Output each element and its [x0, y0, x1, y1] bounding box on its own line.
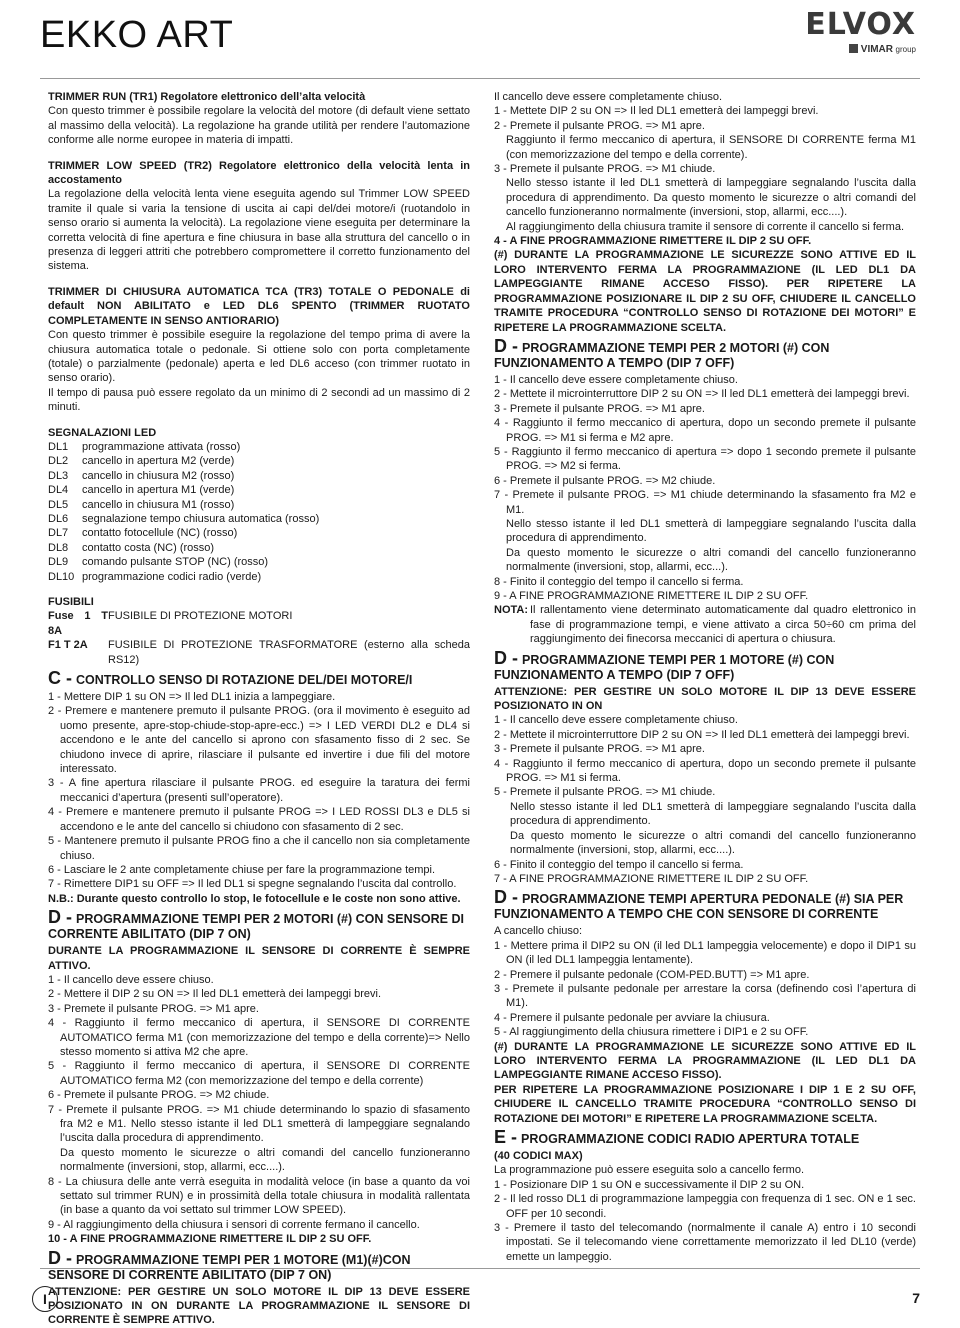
- cont-detail: Nello stesso istante il led DL1 smetterà di lampeggiare segnalando l’uscita dalla procedura di apprendimento. Da questo momento le sicurezze o altri comandi del cancello funzioneranno normalmente (inversioni, stop, allarmi, ecc....).: [506, 177, 916, 219]
- led-row: DL9 comando pulsante STOP (NC) (rosso): [48, 556, 269, 569]
- trimmer-tca-title: TRIMMER DI CHIUSURA AUTOMATICA TCA (TR3) TOTALE O PEDONALE di default NON ABILITATO e LED DL6 SPENTO (TRIMMER RUOTATO COMPLETAMENTE IN SENSO ANTIORARIO): [48, 285, 470, 327]
- list-item: 4 - Premere e mantenere premuto il pulsante PROG => I LED ROSSI DL3 e DL5 si accendono e le ante del cancello si chiudono con sfasamento di 2 sec.: [48, 806, 470, 833]
- section-e-sub: (40 CODICI MAX): [494, 1150, 583, 1162]
- section-d5-warning: (#) DURANTE LA PROGRAMMAZIONE LE SICUREZZE SONO ATTIVE ED IL LORO INTERVENTO FERMA LA PROGRAMMAZIONE (IL LED DL1 DA LAMPEGGIANTE RIMANE ACCESO FISSO).: [494, 1040, 916, 1082]
- list-item: 2 - Mettete il microinterruttore DIP 2 su ON => Il led DL1 emetterà dei lampeggi brevi.: [494, 388, 910, 401]
- led-row: DL5 cancello in chiusura M1 (rosso): [48, 498, 235, 511]
- fuses-title: FUSIBILI: [48, 596, 94, 608]
- vimar-square-icon: [849, 44, 858, 53]
- section-e-intro: La programmazione può essere eseguita solo a cancello fermo.: [494, 1164, 805, 1177]
- list-item: 4 - A FINE PROGRAMMAZIONE RIMETTERE IL DIP 2 SU OFF.: [494, 235, 812, 248]
- section-d1-title: D - PROGRAMMAZIONE TEMPI PER 2 MOTORI (#) CON SENSORE DI CORRENTE ABILITATO (DIP 7 ON): [48, 907, 464, 942]
- list-item: 2 - Mettete il microinterruttore DIP 2 su ON => Il led DL1 emetterà dei lampeggi brevi.: [494, 728, 910, 741]
- list-item: 1 - Mettete DIP 2 su ON => Il led DL1 emetterà dei lampeggi brevi.: [494, 105, 819, 118]
- brand-logo: [798, 7, 916, 60]
- fuse-row: F1 T 2A FUSIBILE DI PROTEZIONE TRASFORMATORE (esterno alla scheda RS12): [48, 639, 470, 666]
- list-item: 6 - Premete il pulsante PROG. => M2 chiude.: [48, 1089, 270, 1102]
- header-divider: [40, 78, 920, 79]
- list-item: 5 - Raggiunto il fermo meccanico di apertura => dopo 1 secondo premete il pulsante PROG. => M2 si ferma.: [494, 445, 916, 473]
- list-item: 4 - Raggiunto il fermo meccanico di apertura, dopo un secondo premete il pulsante PROG. => M1 si ferma e M2 apre.: [494, 417, 916, 444]
- list-item: 5 - Mantenere premuto il pulsante PROG fino a che il cancello non sia completamente chiuso.: [48, 835, 470, 862]
- list-item: 2 - Premere e mantenere premuto il pulsante PROG. (ora il movimento è eseguito ad uomo presente, apre-stop-chiude-stop-apre-ecc.) => I LED VERDI DL2 e DL4 si accendono e le ante del cancello si aprono con sfasamento fisso di 2 sec. Se chiudono invece di aprire, rilasciare il pulsante ed invertire i due fili del motore interessato.: [48, 705, 470, 776]
- section-d4-extra: Nello stesso istante il led DL1 smetterà di lampeggiare segnalando l’uscita dalla procedura di apprendimento.: [510, 800, 916, 828]
- right-column: [494, 90, 916, 1264]
- section-d3-title: D - PROGRAMMAZIONE TEMPI PER 2 MOTORI (#) CON FUNZIONAMENTO A TEMPO (DIP 7 OFF): [494, 335, 830, 370]
- section-d5-intro: A cancello chiuso:: [494, 925, 583, 938]
- section-d2-note: ATTENZIONE: PER GESTIRE UN SOLO MOTORE IL DIP 13 DEVE ESSERE POSIZIONATO IN ON DURANTE LA PROGRAMMAZIONE IL SENSORE DI CORRENTE È SEMPRE ATTIVO.: [48, 1285, 470, 1327]
- list-item: 1 - Posizionare DIP 1 su ON e successivamente il DIP 2 su ON.: [494, 1178, 805, 1191]
- list-item: 3 - Premete il pulsante PROG. => M1 chiude.: [494, 163, 716, 176]
- list-item: 1 - Mettere prima il DIP2 su ON (il led DL1 lampeggia velocemente) e dopo il DIP1 su ON (il led DL1 lampeggia lentamente).: [494, 939, 916, 967]
- cont-detail: Al raggiungimento della chiusura tramite il sensore di corrente il cancello si ferma.: [506, 220, 905, 233]
- trimmer-low-title: TRIMMER LOW SPEED (TR2) Regolatore elettronico della velocità lenta in accostamento: [48, 159, 470, 187]
- section-e-title: E - PROGRAMMAZIONE CODICI RADIO APERTURA TOTALE: [494, 1127, 860, 1147]
- list-item: 1 - Mettere DIP 1 su ON => Il led DL1 inizia a lampeggiare.: [48, 691, 336, 704]
- list-item: 5 - Premete il pulsante PROG. => M1 chiude.: [494, 786, 716, 799]
- list-item: 6 - Premete il pulsante PROG. => M2 chiude.: [494, 474, 716, 487]
- list-item: 3 - Premete il pulsante PROG. => M1 apre.: [494, 743, 705, 756]
- list-item: 6 - Finito il conteggio del tempo il cancello si ferma.: [494, 858, 744, 871]
- list-item: 6 - Lasciare le 2 ante completamente chiuse per fare la programmazione tempi.: [48, 863, 436, 876]
- page-header: [0, 0, 960, 82]
- language-badge: I: [32, 1286, 58, 1312]
- section-d4-note: ATTENZIONE: PER GESTIRE UN SOLO MOTORE IL DIP 13 DEVE ESSERE POSIZIONATO IN ON: [494, 685, 916, 713]
- section-d4-title: D - PROGRAMMAZIONE TEMPI PER 1 MOTORE (#) CON FUNZIONAMENTO A TEMPO (DIP 7 OFF): [494, 647, 835, 682]
- brand-subtitle: VIMAR group: [798, 44, 916, 55]
- list-item: 8 - La chiusura delle ante verrà eseguita in modalità veloce (in base a quanto da voi settato sul trimmer RUN) e in prossimità della totale chiusura in modalità rallentata (in base a quanto da voi settato sul trimmer LOW SPEED).: [48, 1175, 470, 1217]
- section-d5-warning: PER RIPETERE LA PROGRAMMAZIONE POSIZIONARE I DIP 1 E 2 SU OFF, CHIUDERE IL CANCELLO TRAMITE PROCEDURA “CONTROLLO SENSO DI ROTAZIONE DEI MOTORI” E RIPETERE LA PROGRAMMAZIONE SCELTA.: [494, 1083, 916, 1125]
- led-row: DL7 contatto fotocellule (NC) (rosso): [48, 527, 238, 540]
- left-column: [48, 90, 470, 1328]
- list-item: 1 - Il cancello deve essere completamente chiuso.: [494, 714, 738, 727]
- led-row: DL3 cancello in chiusura M2 (rosso): [48, 469, 235, 482]
- list-item: 3 - Premete il pulsante PROG. => M1 apre.: [48, 1002, 259, 1015]
- list-item: 2 - Il led rosso DL1 di programmazione lampeggia con frequenza di 1 sec. ON e 1 sec. OFF per 10 secondi.: [494, 1193, 916, 1220]
- section-c-nb: N.B.: Durante questo controllo lo stop, le fotocellule e le coste non sono attive.: [48, 892, 461, 905]
- section-d1-note: DURANTE LA PROGRAMMAZIONE IL SENSORE DI CORRENTE È SEMPRE ATTIVO.: [48, 945, 470, 972]
- trimmer-run-text: Con questo trimmer è possibile regolare la velocità del motore (di default viene settato al massimo della velocità). La regolazione ha grande utilità per rendere l’automazione conforme alle norme europee in materia di impatti.: [48, 105, 470, 147]
- list-item: 3 - Premete il pulsante PROG. => M1 apre.: [494, 402, 705, 415]
- led-row: DL4 cancello in apertura M1 (verde): [48, 484, 235, 497]
- list-item: 4 - Premere il pulsante pedonale per avviare la chiusura.: [494, 1011, 770, 1024]
- document-title: EKKO ART: [40, 14, 234, 56]
- list-item: 4 - Raggiunto il fermo meccanico di apertura, il SENSORE DI CORRENTE AUTOMATICO ferma M1 (con memorizzazione del tempo e della corrente)=> Nello stesso momento si attiva M2 che apre.: [48, 1017, 470, 1058]
- trimmer-low-text: La regolazione della velocità lenta viene eseguita agendo sul Trimmer LOW SPEED tramite il quale si varia la tensione di uscita ai capi del/dei motore/i (ruotandolo in senso orario si aumenta la velocità). La regolazione viene eseguita per determinare la corretta velocità di fine apertura e fine chiusura in base alla struttura del cancello o in presenza di leggeri attriti che potrebbero compromettere il corretto funzionamento del sistema.: [48, 188, 470, 273]
- section-d5-title: D - PROGRAMMAZIONE TEMPI APERTURA PEDONALE (#) SIA PER FUNZIONAMENTO A TEMPO CHE CON SENSORE DI CORRENTE: [494, 887, 904, 922]
- list-item: 9 - A FINE PROGRAMMAZIONE RIMETTERE IL DIP 2 SU OFF.: [494, 590, 809, 602]
- list-item: 3 - Premete il pulsante pedonale per arrestare la corsa (definendo così l’apertura di M1).: [494, 982, 916, 1010]
- section-d3-extra: Nello stesso istante il led DL1 smetterà di lampeggiare segnalando l’uscita dalla procedura di apprendimento.: [506, 517, 916, 545]
- list-item: 4 - Raggiunto il fermo meccanico di apertura, dopo un secondo premete il pulsante PROG. => M1 si ferma.: [494, 757, 916, 785]
- led-signals-title: SEGNALAZIONI LED: [48, 426, 157, 439]
- section-d4-extra: Da questo momento le sicurezze o altri comandi del cancello funzioneranno normalmente (inversioni, stop, allarmi, ecc....).: [510, 829, 916, 857]
- led-row: DL10 programmazione codici radio (verde): [48, 570, 262, 583]
- list-item: 10 - A FINE PROGRAMMAZIONE RIMETTERE IL DIP 2 SU OFF.: [48, 1233, 372, 1246]
- section-c-title: C - CONTROLLO SENSO DI ROTAZIONE DEL/DEI MOTORE/I: [48, 668, 413, 689]
- section-d1-extra: Da questo momento le sicurezze o altri comandi del cancello funzioneranno normalmente (inversioni, stop, allarmi, ecc....).: [60, 1146, 470, 1174]
- cont-detail: Raggiunto il fermo meccanico di apertura, il SENSORE DI CORRENTE ferma M1 (con memorizzazione del tempo e della corrente).: [506, 134, 916, 161]
- list-item: 7 - Premete il pulsante PROG. => M1 chiude determinando la sfasamento fra M2 e M1.: [494, 489, 916, 516]
- led-list: [48, 440, 470, 584]
- led-row: DL8 contatto costa (NC) (rosso): [48, 541, 215, 554]
- section-d3-extra: Da questo momento le sicurezze o altri comandi del cancello funzioneranno normalmente (inversioni, stop, allarmi, ecc...).: [506, 546, 916, 574]
- trimmer-run-title: TRIMMER RUN (TR1) Regolatore elettronico dell’alta velocità: [48, 91, 366, 103]
- list-item: 2 - Premere il pulsante pedonale (COM-PED.BUTT) => M1 apre.: [494, 968, 810, 981]
- footer-divider: [40, 1268, 920, 1269]
- list-item: 3 - Premere il tasto del telecomando (normalmente il canale A) entro i 10 secondi impostati. Se il telecomando viene correttamente memorizzato il led DL10 (verde) emette un lampeggio.: [494, 1222, 916, 1263]
- list-item: 2 - Premete il pulsante PROG. => M1 apre.: [494, 119, 705, 132]
- list-item: 1 - Il cancello deve essere completamente chiuso.: [494, 373, 738, 386]
- trimmer-tca-text: Con questo trimmer è possibile eseguire la regolazione del tempo prima di avere la chiusura automatica totale o pedonale. Si ottiene solo con porta completamente (totale) o parzialmente (pedonale) aperta e led DL6 acceso (con trimmer ruotato in senso orario).: [48, 329, 470, 385]
- list-item: 3 - A fine apertura rilasciare il pulsante PROG. ed eseguire la taratura dei fermi meccanici d’apertura (presenti sull’operatore).: [48, 777, 470, 804]
- brand-name: ELVOX: [805, 7, 916, 42]
- section-d3-nota: NOTA: Il rallentamento viene determinato automaticamente dal quadro elettronico in fase di programmazione tempi, e viene attivato a circa 50÷60 cm prima del raggiungimento dei finecorsa meccanici di apertura o chiusura.: [494, 604, 916, 646]
- list-item: 5 - Al raggiungimento della chiusura rimettere i DIP1 e 2 su OFF.: [494, 1026, 809, 1039]
- list-item: 8 - Finito il conteggio del tempo il cancello si ferma.: [494, 575, 744, 588]
- led-row: DL1 programmazione attivata (rosso): [48, 440, 241, 453]
- trimmer-tca-text2: Il tempo di pausa può essere regolato da un minimo di 2 secondi ad un massimo di 2 minuti.: [48, 386, 470, 414]
- led-row: DL6 segnalazione tempo chiusura automatica (rosso): [48, 512, 320, 525]
- page-number: 7: [912, 1290, 920, 1306]
- cont-warning: (#) DURANTE LA PROGRAMMAZIONE LE SICUREZZE SONO ATTIVE ED IL LORO INTERVENTO FERMA LA PROGRAMMAZIONE (IL LED DL1 DA LAMPEGGIANTE RIMANE ACCESO FISSO). PER RIPETERE LA PROGRAMMAZIONE POSIZIONARE IL DIP 2 SU OFF, CHIUDERE IL CANCELLO TRAMITE PROCEDURA “CONTROLLO SENSO DI ROTAZIONE DEI MOTORI” E RIPETERE LA PROGRAMMAZIONE SCELTA.: [494, 249, 916, 334]
- list-item: 7 - Rimettere DIP1 su OFF => Il led DL1 si spegne segnalando l’uscita dal controllo.: [48, 878, 457, 891]
- list-item: 7 - A FINE PROGRAMMAZIONE RIMETTERE IL DIP 2 SU OFF.: [494, 872, 809, 885]
- led-row: DL2 cancello in apertura M2 (verde): [48, 455, 235, 468]
- fuse-row: Fuse 1 T 8A FUSIBILE DI PROTEZIONE MOTORI: [48, 610, 293, 637]
- list-item: 1 - Il cancello deve essere chiuso.: [48, 973, 214, 986]
- list-item: 5 - Raggiunto il fermo meccanico di apertura, il SENSORE DI CORRENTE AUTOMATICO ferma M2 (con memorizzazione del tempo e della corrente): [48, 1060, 470, 1087]
- list-item: 2 - Mettere il DIP 2 su ON => Il led DL1 emetterà dei lampeggi brevi.: [48, 988, 382, 1001]
- section-d2-title: D - PROGRAMMAZIONE TEMPI PER 1 MOTORE (M1)(#)CON SENSORE DI CORRENTE ABILITATO (DIP 7 ON): [48, 1247, 411, 1282]
- list-item: 7 - Premete il pulsante PROG. => M1 chiude determinando lo spazio di sfasamento fra M2 e M1. Nello stesso istante il led DL1 smetterà di lampeggiare segnalando l’uscita dalla procedura di apprendimento.: [48, 1103, 470, 1145]
- list-item: Il cancello deve essere completamente chiuso.: [494, 91, 723, 103]
- list-item: 9 - Al raggiungimento della chiusura i sensori di corrente fermano il cancello.: [48, 1218, 420, 1231]
